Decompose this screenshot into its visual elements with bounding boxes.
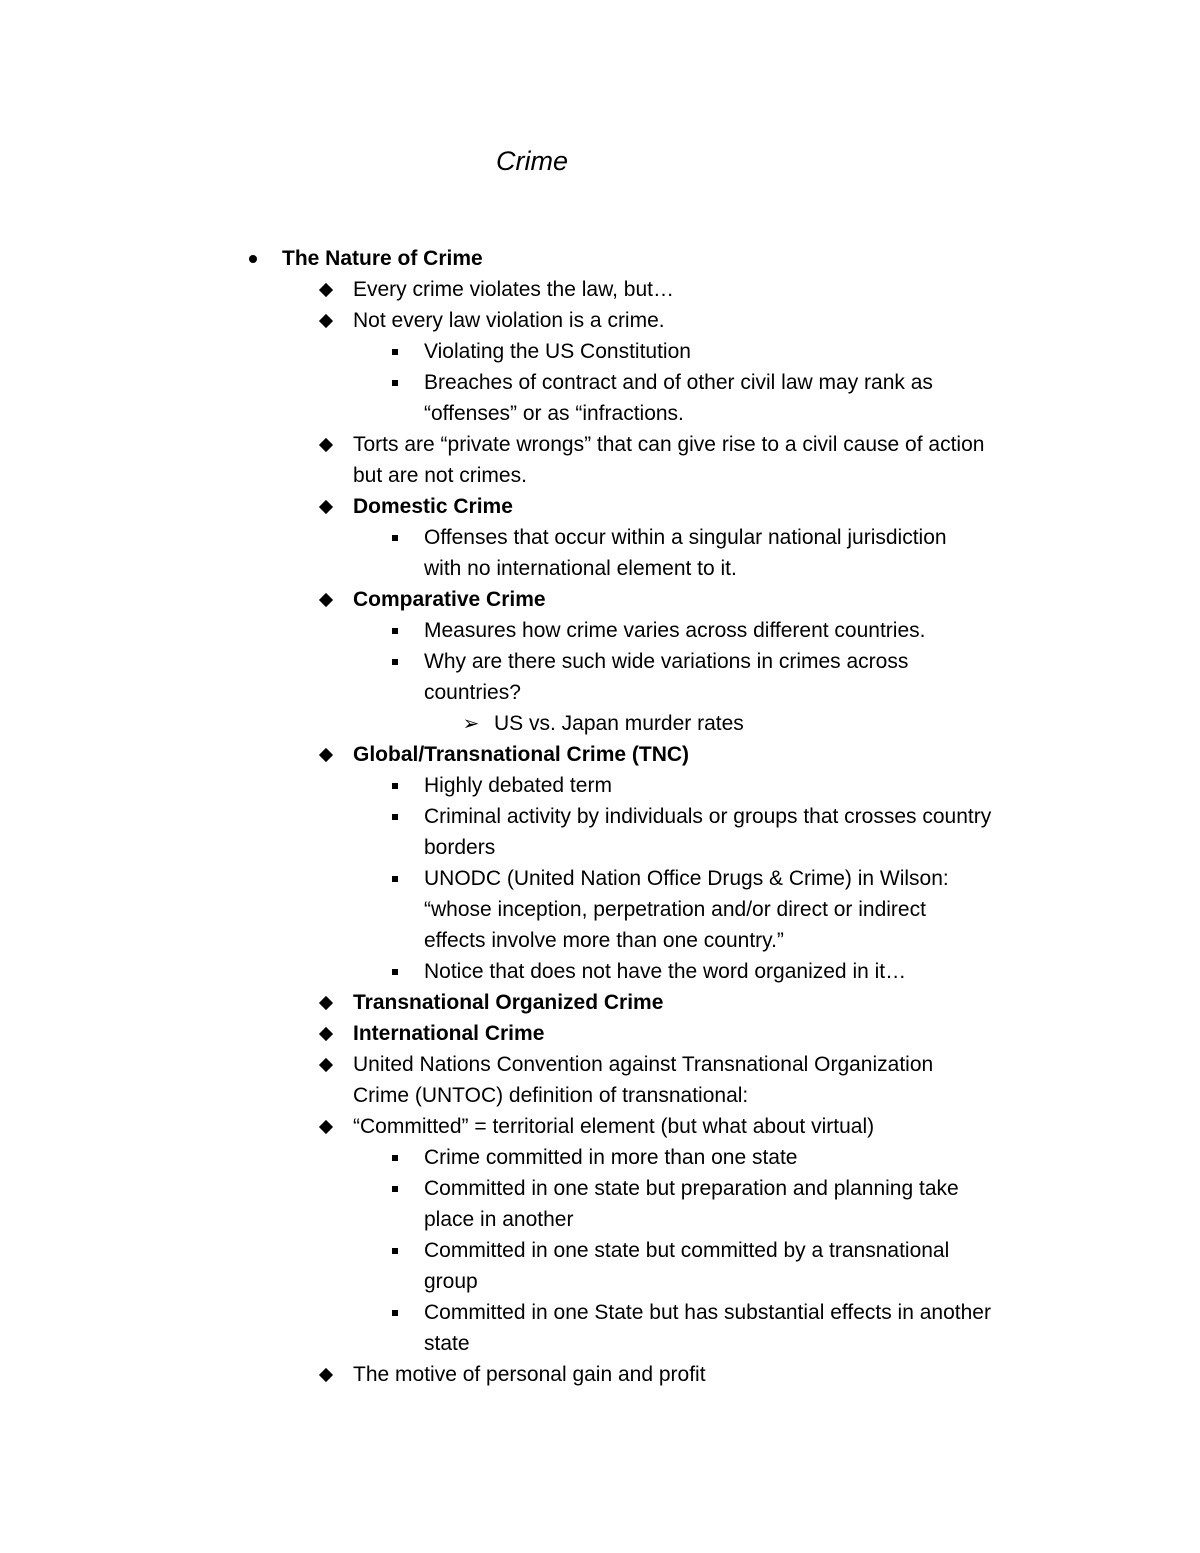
outline-item [0,646,1200,677]
square-bullet-icon [387,956,403,987]
square-bullet-icon [387,801,403,832]
square-bullet-icon [387,1297,403,1328]
outline-item-text: Not every law violation is a crime. [353,309,665,332]
outline-item [0,770,1200,801]
diamond-bullet-icon [316,1018,336,1049]
outline-item-continuation [0,1328,1200,1359]
outline-item [0,987,1200,1018]
outline-item [0,1049,1200,1080]
outline-item-text: Every crime violates the law, but… [353,278,674,301]
outline-item [0,491,1200,522]
outline-item [0,1235,1200,1266]
outline-item [0,863,1200,894]
outline-item-text: The motive of personal gain and profit [353,1363,706,1386]
outline-item-text: Offenses that occur within a singular national jurisdiction [424,526,947,549]
outline-item [0,615,1200,646]
outline-item-text: Crime committed in more than one state [424,1146,798,1169]
arrow-bullet-icon: ➢ [462,711,480,735]
outline-item-continuation [0,1266,1200,1297]
outline-item-text: UNODC (United Nation Office Drugs & Crime) in Wilson: [424,867,949,890]
square-bullet-icon [387,1235,403,1266]
outline-item-text: Domestic Crime [353,495,513,518]
diamond-bullet-icon [316,491,336,522]
diamond-bullet-icon [316,584,336,615]
outline-item-continuation [0,1080,1200,1111]
square-bullet-icon [387,770,403,801]
outline-item-text: Comparative Crime [353,588,546,611]
outline-item [0,1111,1200,1142]
square-bullet-icon [387,367,403,398]
diamond-bullet-icon [316,429,336,460]
outline-item [0,739,1200,770]
diamond-bullet-icon [316,305,336,336]
diamond-bullet-icon [316,1111,336,1142]
outline-item-text: Transnational Organized Crime [353,991,664,1014]
outline-item-text: US vs. Japan murder rates [494,712,744,735]
outline-item-text: Measures how crime varies across different countries. [424,619,926,642]
outline-item [0,1018,1200,1049]
outline-item [0,1297,1200,1328]
diamond-bullet-icon [316,1049,336,1080]
outline-item-text: Torts are “private wrongs” that can give rise to a civil cause of action [353,433,985,456]
square-bullet-icon [387,863,403,894]
diamond-bullet-icon [316,274,336,305]
outline-item [0,584,1200,615]
outline-item-text: International Crime [353,1022,545,1045]
outline-item-text: state [424,1332,470,1355]
diamond-bullet-icon [316,987,336,1018]
outline-item [0,243,1200,274]
document-title: Crime [496,146,568,176]
outline-item-continuation [0,553,1200,584]
outline-item-text: “offenses” or as “infractions. [424,402,684,425]
outline-item-text: group [424,1270,478,1293]
outline-item-text: The Nature of Crime [282,247,483,270]
outline-item [0,1359,1200,1390]
diamond-bullet-icon [316,739,336,770]
outline-item [0,274,1200,305]
outline-item-text: “Committed” = territorial element (but what about virtual) [353,1115,875,1138]
outline-item-text: Global/Transnational Crime (TNC) [353,743,690,766]
outline-item-text: United Nations Convention against Transnational Organization [353,1053,934,1076]
square-bullet-icon [387,1142,403,1173]
square-bullet-icon [387,615,403,646]
outline-item-continuation [0,398,1200,429]
outline-item-text: Committed in one state but committed by a transnational [424,1239,950,1262]
outline-item-text: Crime (UNTOC) definition of transnational: [353,1084,749,1107]
outline-item [0,801,1200,832]
outline-item [0,1142,1200,1173]
outline-item-text: Committed in one State but has substantial effects in another [424,1301,991,1324]
outline-item-text: borders [424,836,496,859]
outline-item [0,1173,1200,1204]
outline-item-text: place in another [424,1208,574,1231]
outline-item-continuation [0,1204,1200,1235]
outline-item-continuation [0,677,1200,708]
outline-item-text: Criminal activity by individuals or groups that crosses country [424,805,992,828]
round-bullet-icon [244,243,262,274]
outline-item [0,956,1200,987]
outline-item-continuation [0,460,1200,491]
outline-item-continuation [0,894,1200,925]
outline-item [0,336,1200,367]
outline-item-text: Notice that does not have the word organized in it… [424,960,907,983]
outline-item-text: Committed in one state but preparation and planning take [424,1177,959,1200]
square-bullet-icon [387,646,403,677]
square-bullet-icon [387,1173,403,1204]
outline-list [0,243,1200,1390]
outline-item-text: Highly debated term [424,774,612,797]
outline-item-text: Violating the US Constitution [424,340,691,363]
outline-item [0,367,1200,398]
outline-item [0,305,1200,336]
outline-item [0,708,1200,739]
outline-item-text: countries? [424,681,521,704]
outline-item-text: Breaches of contract and of other civil law may rank as [424,371,933,394]
outline-item-continuation [0,925,1200,956]
outline-item [0,429,1200,460]
square-bullet-icon [387,522,403,553]
outline-item-text: Why are there such wide variations in crimes across [424,650,909,673]
outline-item [0,522,1200,553]
outline-item-text: with no international element to it. [424,557,737,580]
square-bullet-icon [387,336,403,367]
outline-item-text: “whose inception, perpetration and/or direct or indirect [424,898,926,921]
outline-item-continuation [0,832,1200,863]
diamond-bullet-icon [316,1359,336,1390]
outline-item-text: but are not crimes. [353,464,527,487]
outline-item-text: effects involve more than one country.” [424,929,784,952]
